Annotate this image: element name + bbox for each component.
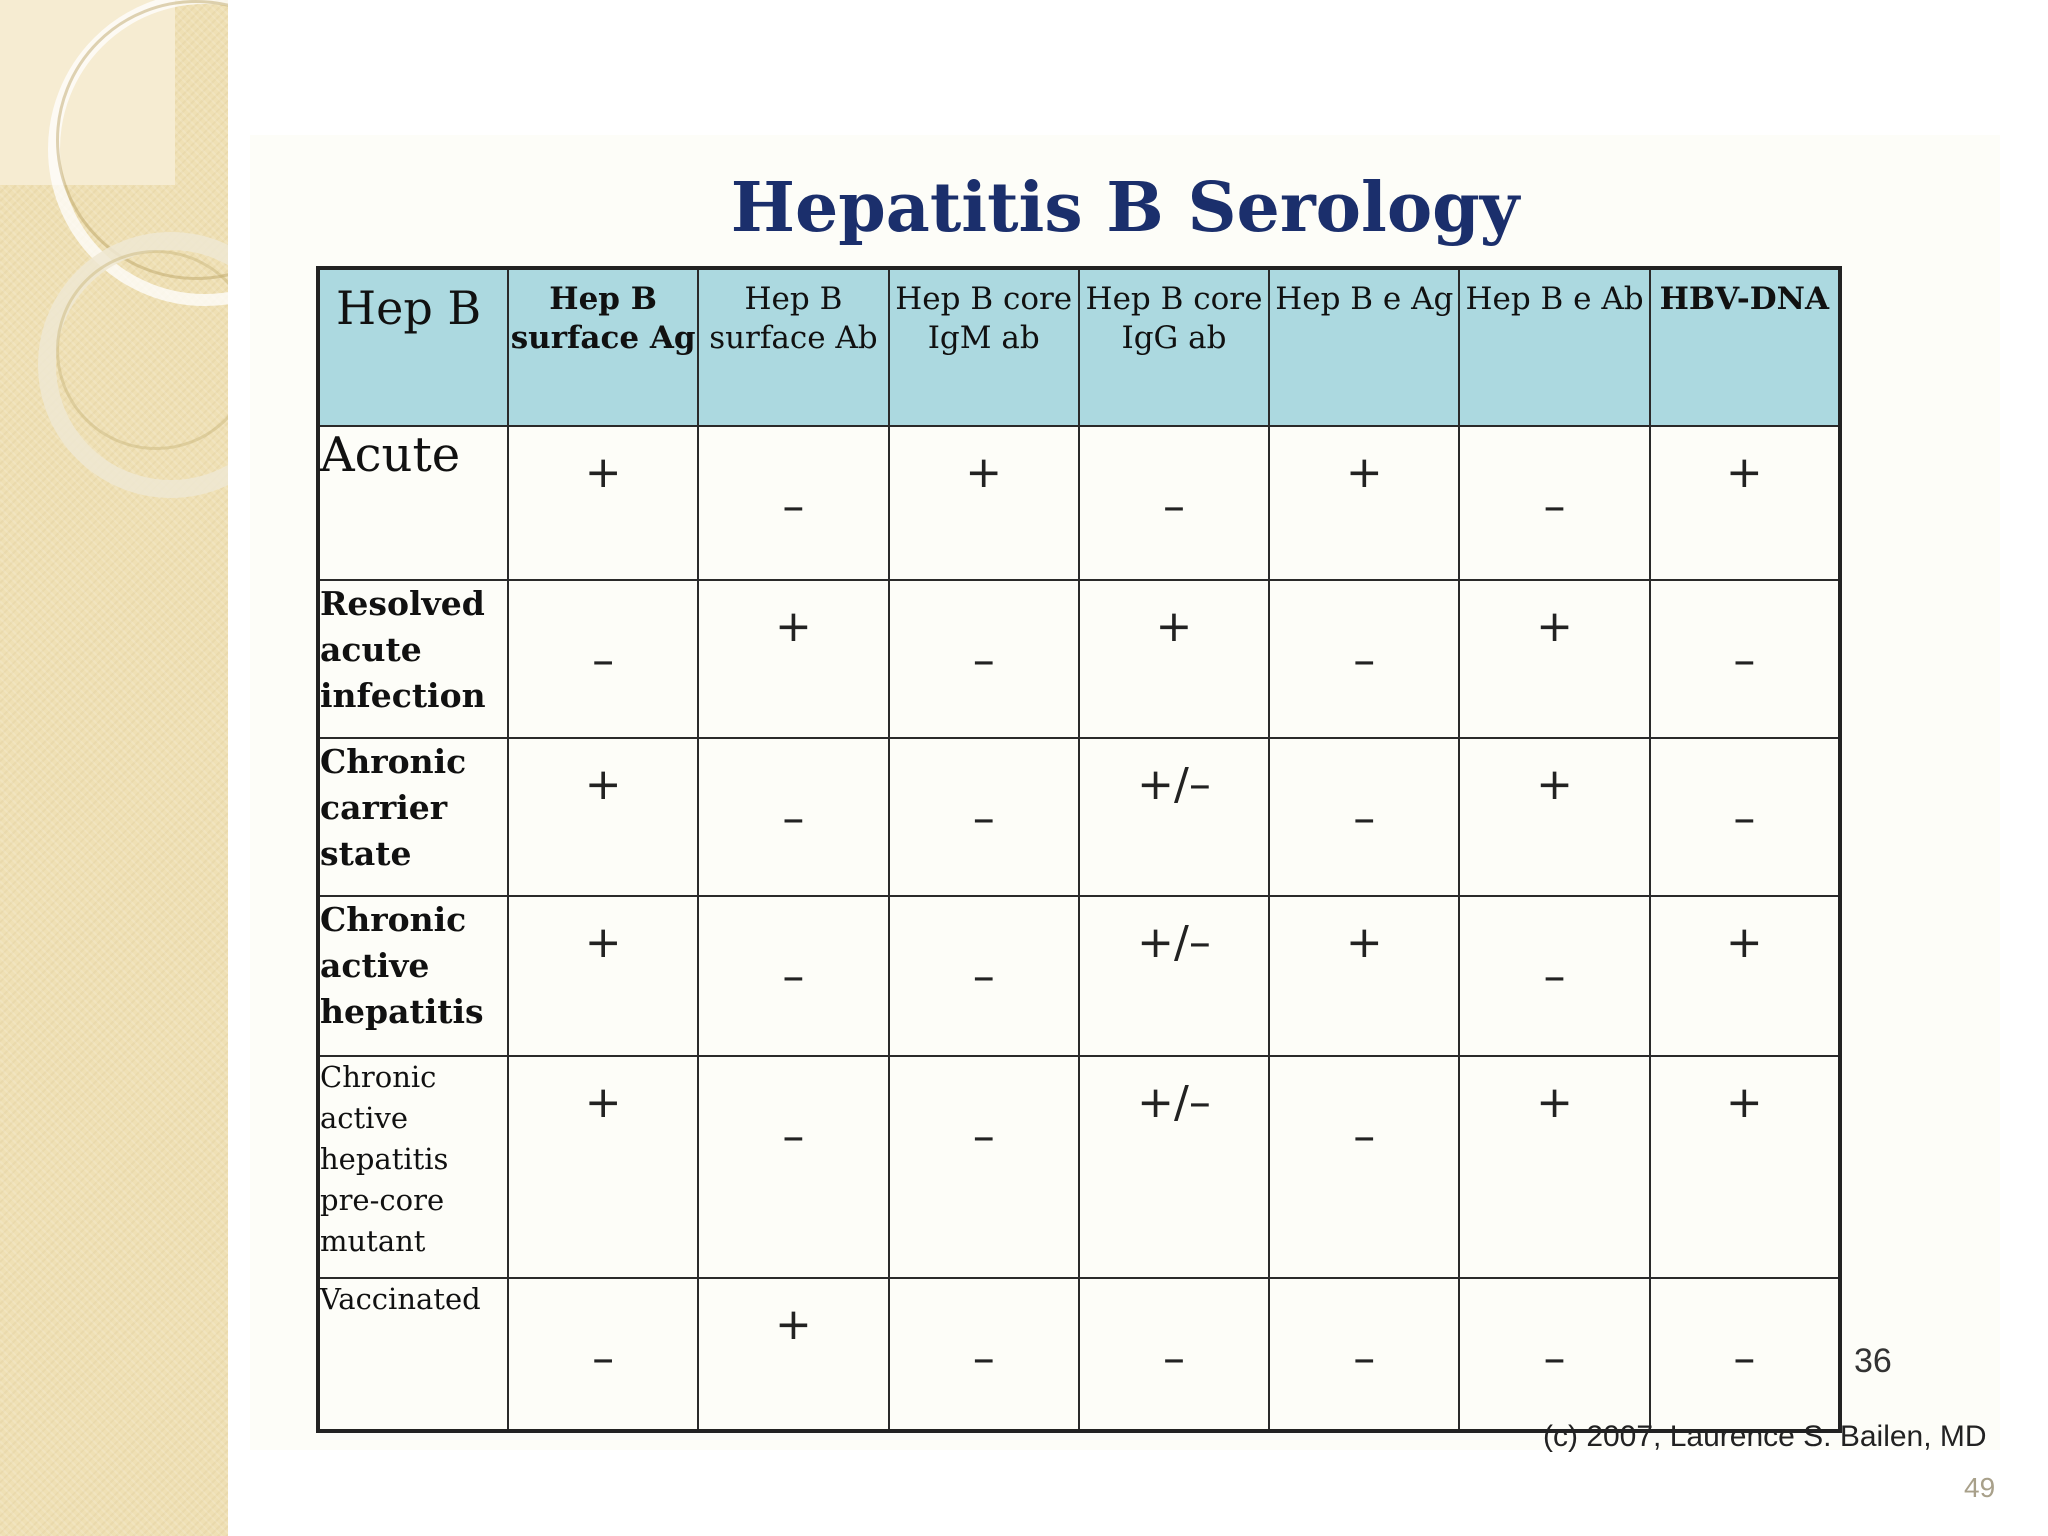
table-cell [508, 580, 698, 738]
row-label: Chronic active hepatitis pre-core mutant [318, 1056, 508, 1278]
serology-mark: + [1536, 601, 1573, 652]
column-header: Hep B core IgM ab [889, 268, 1079, 426]
table-cell [508, 426, 698, 580]
serology-mark: – [1733, 635, 1756, 686]
table-row [318, 1056, 1840, 1278]
table-row [318, 580, 1840, 738]
serology-mark: – [592, 1333, 615, 1384]
serology-mark: – [972, 1333, 995, 1384]
serology-mark: + [965, 447, 1003, 498]
serology-mark: – [782, 481, 805, 532]
serology-mark: + [774, 601, 812, 652]
table-cell [889, 738, 1079, 896]
serology-mark: – [1353, 1333, 1376, 1384]
table-cell [1269, 1278, 1459, 1431]
column-header: Hep B core IgG ab [1079, 268, 1269, 426]
table-cell [698, 738, 888, 896]
serology-mark: +/– [1137, 1077, 1211, 1128]
serology-mark: – [1353, 1111, 1376, 1162]
corner-header: Hep B [318, 268, 508, 426]
table-row [318, 1278, 1840, 1431]
column-header: Hep B e Ag [1269, 268, 1459, 426]
table-cell [1459, 1278, 1649, 1431]
table-cell [1650, 1278, 1840, 1431]
table-cell [698, 1278, 888, 1431]
table-cell [1079, 426, 1269, 580]
serology-mark: – [1543, 1333, 1566, 1384]
table-row [318, 896, 1840, 1056]
serology-mark: – [972, 793, 995, 844]
table-cell [889, 896, 1079, 1056]
table-cell [889, 1278, 1079, 1431]
serology-mark: – [1162, 481, 1185, 532]
table-cell [508, 1278, 698, 1431]
table-cell [698, 580, 888, 738]
column-header: Hep B surface Ab [698, 268, 888, 426]
serology-mark: + [1725, 1077, 1763, 1128]
serology-mark: + [1725, 917, 1763, 968]
table-cell [1079, 896, 1269, 1056]
serology-mark: + [584, 1077, 622, 1128]
table-row [318, 738, 1840, 896]
serology-mark: +/– [1137, 759, 1211, 810]
serology-mark: – [1162, 1333, 1185, 1384]
table-cell [1269, 580, 1459, 738]
table-cell [508, 738, 698, 896]
column-header: Hep B surface Ag [508, 268, 698, 426]
serology-mark: + [1155, 601, 1193, 652]
table-cell [1459, 1056, 1649, 1278]
serology-mark: – [1733, 793, 1756, 844]
serology-mark: + [1725, 447, 1763, 498]
table-cell [698, 1056, 888, 1278]
table-cell [1650, 738, 1840, 896]
serology-mark: – [782, 951, 805, 1002]
serology-mark: – [1353, 793, 1376, 844]
inner-slide-number: 36 [1854, 1342, 1892, 1380]
table-cell [1459, 580, 1649, 738]
serology-mark: – [972, 635, 995, 686]
table-cell [1650, 426, 1840, 580]
table-cell [1269, 738, 1459, 896]
table-cell [889, 426, 1079, 580]
table-cell [1079, 1056, 1269, 1278]
row-label: Acute [318, 426, 508, 580]
table-cell [1269, 1056, 1459, 1278]
serology-mark: + [584, 759, 622, 810]
serology-mark: – [1543, 951, 1566, 1002]
table-cell [508, 896, 698, 1056]
serology-mark: + [1536, 759, 1573, 810]
serology-mark: – [1733, 1333, 1756, 1384]
header-row [318, 268, 1840, 426]
decorative-side-band [0, 0, 228, 1536]
row-label: Vaccinated [318, 1278, 508, 1431]
serology-mark: – [972, 1111, 995, 1162]
column-header: HBV-DNA [1650, 268, 1840, 426]
serology-mark: – [1543, 481, 1566, 532]
table-cell [508, 1056, 698, 1278]
table-cell [889, 1056, 1079, 1278]
table-cell [1650, 896, 1840, 1056]
serology-table [316, 266, 1842, 1433]
table-cell [889, 580, 1079, 738]
table-cell [1459, 896, 1649, 1056]
serology-mark: – [972, 951, 995, 1002]
copyright-notice: (c) 2007, Laurence S. Bailen, MD [1543, 1420, 1987, 1453]
serology-mark: + [774, 1299, 812, 1350]
row-label: Chronic carrier state [318, 738, 508, 896]
serology-mark: + [1345, 447, 1383, 498]
table-cell [1079, 1278, 1269, 1431]
table-cell [698, 426, 888, 580]
row-label: Chronic active hepatitis [318, 896, 508, 1056]
serology-mark: +/– [1137, 917, 1211, 968]
column-header: Hep B e Ab [1459, 268, 1649, 426]
table-cell [1650, 1056, 1840, 1278]
table-cell [1459, 738, 1649, 896]
serology-mark: – [782, 793, 805, 844]
table-cell [698, 896, 888, 1056]
table-cell [1269, 896, 1459, 1056]
serology-mark: – [782, 1111, 805, 1162]
table-cell [1650, 580, 1840, 738]
page-number: 49 [1964, 1472, 1996, 1503]
table-cell [1459, 426, 1649, 580]
row-label: Resolved acute infection [318, 580, 508, 738]
slide-title: Hepatitis B Serology [730, 168, 1520, 248]
serology-mark: + [584, 447, 622, 498]
serology-mark: + [584, 917, 622, 968]
table-row [318, 426, 1840, 580]
serology-mark: – [592, 635, 615, 686]
serology-mark: – [1353, 635, 1376, 686]
table-cell [1079, 738, 1269, 896]
table-cell [1269, 426, 1459, 580]
serology-mark: + [1536, 1077, 1573, 1128]
table-cell [1079, 580, 1269, 738]
serology-mark: + [1345, 917, 1383, 968]
